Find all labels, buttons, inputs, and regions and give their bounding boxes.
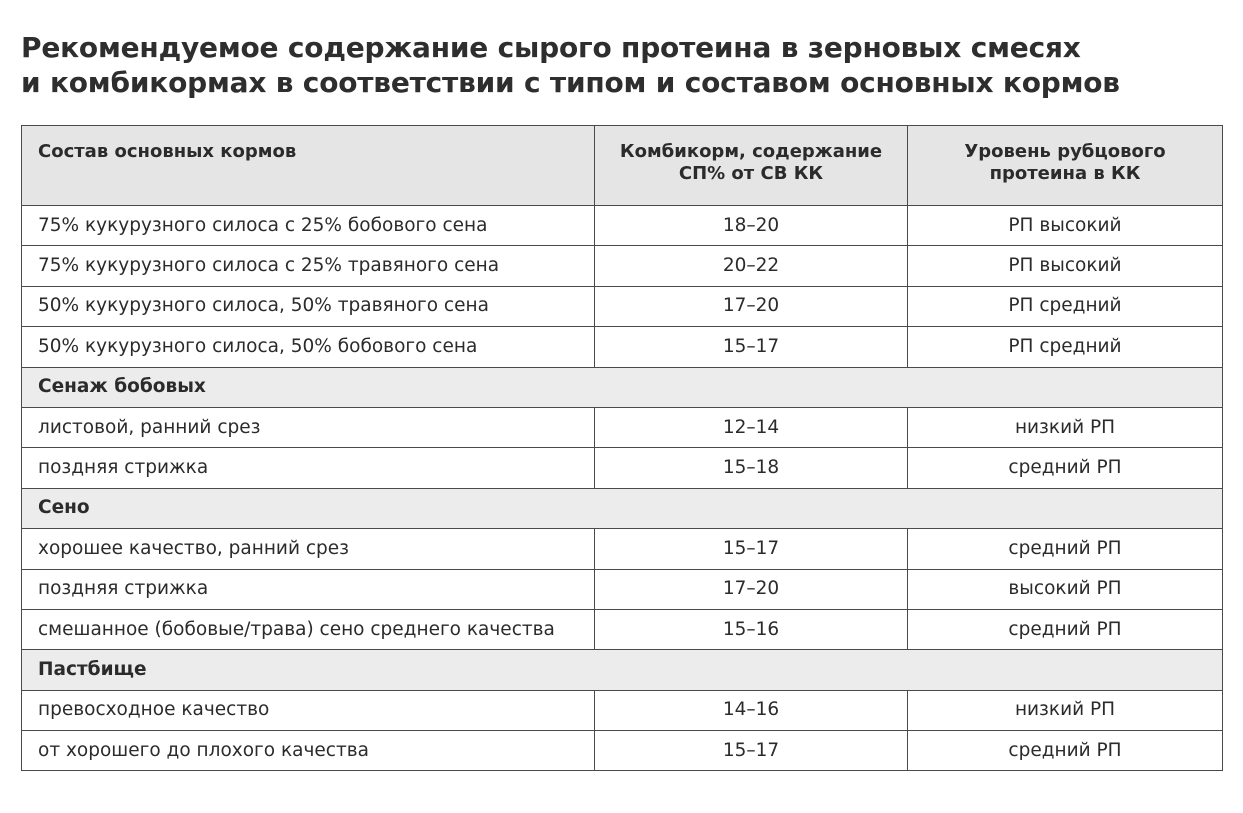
table-row (22, 529, 1223, 569)
cell-level: средний РП (908, 448, 1223, 488)
cell-level: РП средний (908, 327, 1223, 367)
table-header-row (22, 126, 1223, 206)
table-row (22, 246, 1223, 286)
section-title: Сенаж бобовых (22, 367, 1223, 407)
section-row (22, 488, 1223, 528)
header-level-line-1: Уровень рубцового (964, 141, 1166, 162)
page-title (21, 30, 1231, 100)
header-composition-label: Состав основных кормов (38, 141, 297, 162)
cell-level: низкий РП (908, 407, 1223, 447)
cell-composition: от хорошего до плохого качества (22, 731, 595, 771)
cell-protein: 15–18 (595, 448, 908, 488)
table-row (22, 327, 1223, 367)
header-protein (595, 126, 908, 206)
cell-composition: 50% кукурузного силоса, 50% травяного сена (22, 286, 595, 326)
cell-level: низкий РП (908, 690, 1223, 730)
section-row (22, 367, 1223, 407)
table-row (22, 448, 1223, 488)
page-title-line-2: и комбикормах в соответствии с типом и составом основных кормов (21, 66, 1120, 99)
header-level-line-2: протеина в КК (989, 163, 1141, 184)
cell-composition: листовой, ранний срез (22, 407, 595, 447)
section-title: Сено (22, 488, 1223, 528)
cell-protein: 15–17 (595, 731, 908, 771)
table-row (22, 690, 1223, 730)
cell-protein: 15–17 (595, 327, 908, 367)
cell-level: средний РП (908, 529, 1223, 569)
cell-protein: 12–14 (595, 407, 908, 447)
header-protein-line-2: СП% от СВ КК (678, 163, 824, 184)
cell-protein: 14–16 (595, 690, 908, 730)
cell-level: РП средний (908, 286, 1223, 326)
page-title-line-1: Рекомендуемое содержание сырого протеина в зерновых смесях (21, 31, 1081, 64)
cell-level: средний РП (908, 731, 1223, 771)
cell-level: средний РП (908, 609, 1223, 649)
table-row (22, 609, 1223, 649)
cell-composition: хорошее качество, ранний срез (22, 529, 595, 569)
cell-protein: 17–20 (595, 569, 908, 609)
table-row (22, 731, 1223, 771)
table-row (22, 407, 1223, 447)
cell-level: высокий РП (908, 569, 1223, 609)
cell-level: РП высокий (908, 206, 1223, 246)
cell-composition: поздняя стрижка (22, 569, 595, 609)
section-row (22, 650, 1223, 690)
table-row (22, 286, 1223, 326)
header-protein-line-1: Комбикорм, содержание (619, 141, 883, 162)
cell-protein: 17–20 (595, 286, 908, 326)
cell-protein: 20–22 (595, 246, 908, 286)
cell-composition: смешанное (бобовые/трава) сено среднего качества (22, 609, 595, 649)
cell-protein: 15–16 (595, 609, 908, 649)
header-level (908, 126, 1223, 206)
header-composition (22, 126, 595, 206)
table-row (22, 206, 1223, 246)
cell-composition: 50% кукурузного силоса, 50% бобового сена (22, 327, 595, 367)
table-row (22, 569, 1223, 609)
cell-level: РП высокий (908, 246, 1223, 286)
cell-protein: 18–20 (595, 206, 908, 246)
table-body (22, 206, 1223, 771)
table-header (22, 126, 1223, 206)
cell-composition: 75% кукурузного силоса с 25% травяного сена (22, 246, 595, 286)
cell-protein: 15–17 (595, 529, 908, 569)
section-title: Пастбище (22, 650, 1223, 690)
cell-composition: поздняя стрижка (22, 448, 595, 488)
cell-composition: превосходное качество (22, 690, 595, 730)
protein-table (21, 125, 1223, 771)
cell-composition: 75% кукурузного силоса с 25% бобового сена (22, 206, 595, 246)
